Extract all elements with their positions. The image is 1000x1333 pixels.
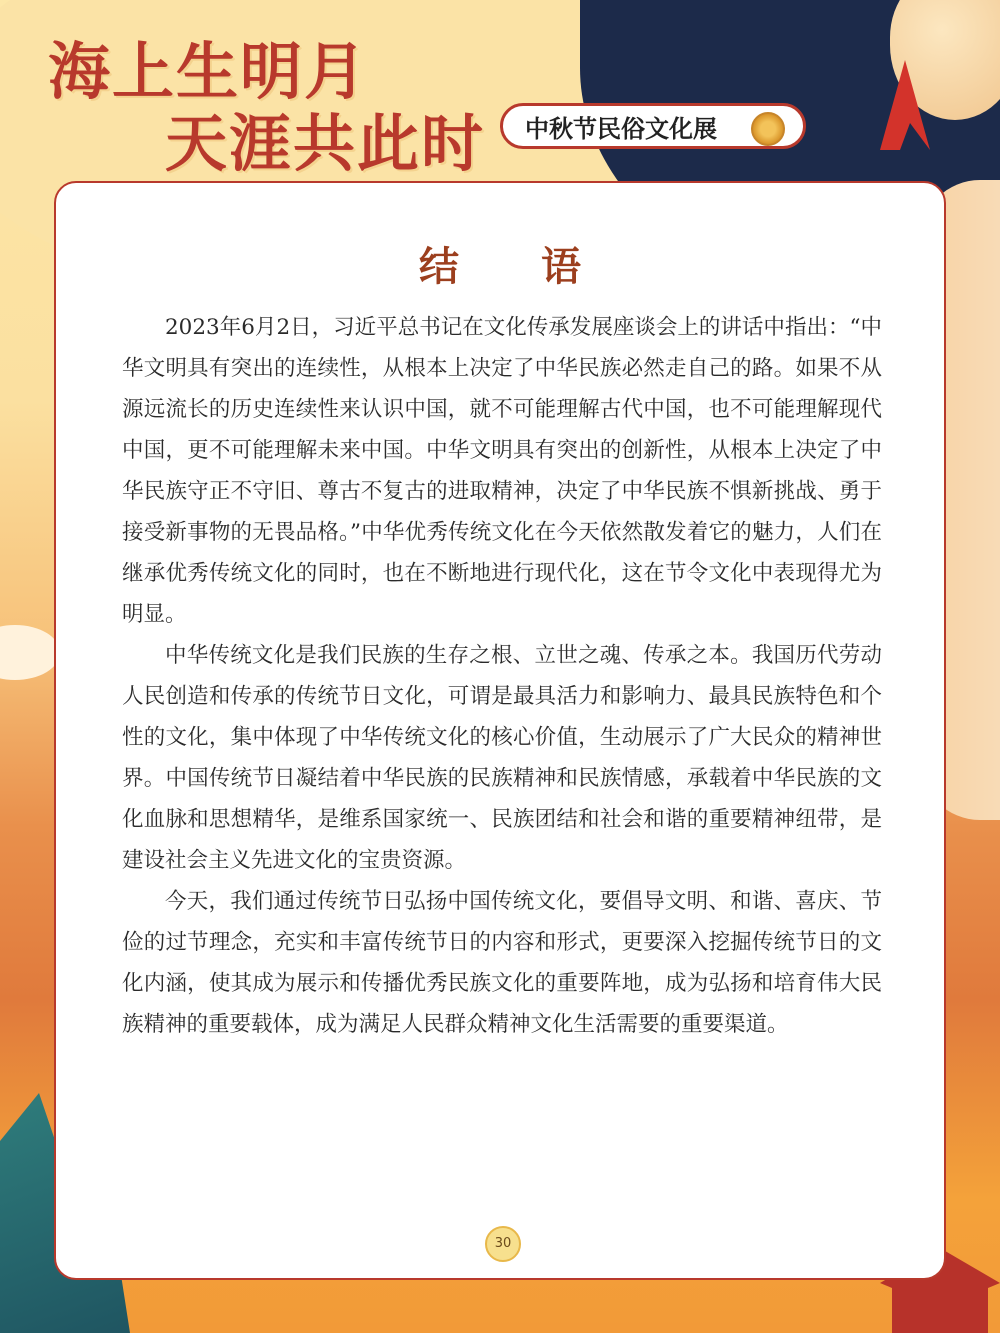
paragraph: 今天，我们通过传统节日弘扬中国传统文化，要倡导文明、和谐、喜庆、节俭的过节理念，充实和丰富传统节日的内容和形式，更要深入挖掘传统节日的文化内涵，使其成为展示和传播优秀民族文化的重要阵地，成为弘扬和培育伟大民族精神的重要载体，成为满足人民群众精神文化生活需要的重要渠道。 <box>122 889 882 1037</box>
content-card <box>54 181 946 1280</box>
page-number: 30 <box>485 1226 521 1262</box>
article-body <box>122 307 882 1045</box>
paragraph: 2023年6月2日，习近平总书记在文化传承发展座谈会上的讲话中指出：“中华文明具有突出的连续性，从根本上决定了中华民族必然走自己的路。如果不从源远流长的历史连续性来认识中国，就不可能理解古代中国，也不可能理解现代中国，更不可能理解未来中国。中华文明具有突出的创新性，从根本上决定了中华民族守正不守旧、尊古不复古的进取精神，决定了中华民族不惧新挑战、勇于接受新事物的无畏品格。”中华优秀传统文化在今天依然散发着它的魅力，人们在继承优秀传统文化的同时，也在不断地进行现代化，这在节令文化中表现得尤为明显。 <box>122 315 882 627</box>
paragraph: 中华传统文化是我们民族的生存之根、立世之魂、传承之本。我国历代劳动人民创造和传承的传统节日文化，可谓是最具活力和影响力、最具民族特色和个性的文化，集中体现了中华传统文化的核心价值，生动展示了广大民众的精神世界。中国传统节日凝结着中华民族的民族精神和民族情感，承载着中华民族的文化血脉和思想精华，是维系国家统一、民族团结和社会和谐的重要精神纽带，是建设社会主义先进文化的宝贵资源。 <box>122 643 882 873</box>
page-title: 结 语 <box>419 243 615 290</box>
headline-line-1: 海上生明月 <box>48 35 369 108</box>
headline-line-2: 天涯共此时 <box>165 107 486 180</box>
exhibition-label: 中秋节民俗文化展 <box>525 114 717 143</box>
mooncake-icon <box>751 112 785 146</box>
exhibition-badge <box>500 103 806 149</box>
